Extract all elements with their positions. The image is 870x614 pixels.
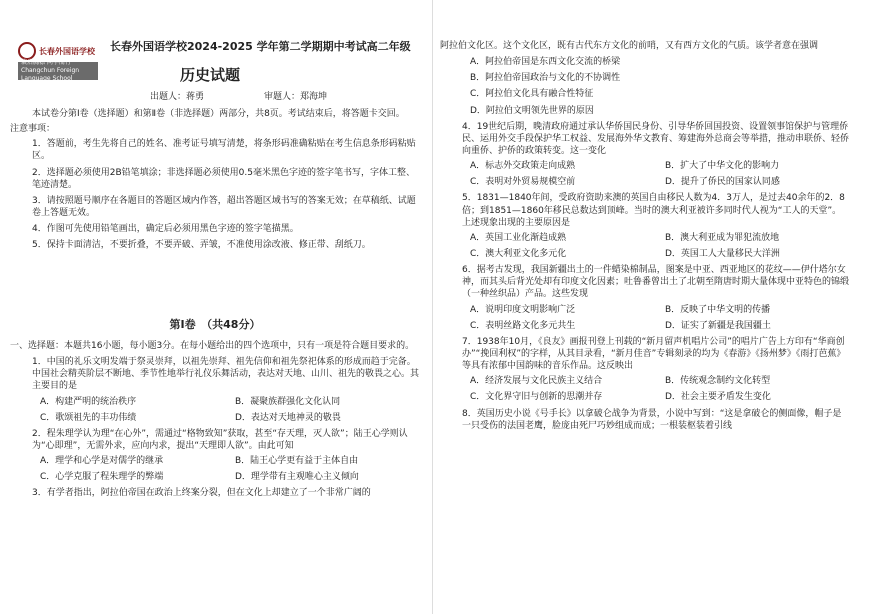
q1-option-d: D．表达对天地神灵的敬畏 [235,412,341,423]
q2-option-d: D．理学带有主观唯心主义倾向 [235,472,359,483]
q5-option-a: A．英国工业化渐趋成熟 [470,232,567,243]
q5-options [440,232,850,260]
q6-option-c: C．表明丝路文化多元共生 [470,320,576,331]
questions-left [10,340,420,500]
section-intro: 一、选择题：本题共16小题，每小题3分。在每小题给出的四个选项中，只有一项是符合题目要求的。 [10,341,415,351]
q2-options [10,455,420,483]
q6-option-b: B．反映了中华文明的传播 [665,304,771,315]
q3-option-d: D．阿拉伯文明领先世界的原因 [470,105,594,116]
q3-option-c: C．阿拉伯文化具有融合性特征 [470,89,594,100]
notice-1: 1．答题前，考生先将自己的姓名、准考证号填写清楚，将条形码准确粘贴在考生信息条形码粘贴区。 [32,139,416,162]
q7-options [440,375,850,403]
author: 出题人：蒋勇 [150,92,205,103]
q2-option-b: B．陆王心学更有益于主体自由 [235,456,359,467]
q4-options [440,160,850,188]
reviewer: 审题人：郑海坤 [264,92,328,103]
q2-option-c: C．心学克服了程朱理学的弊端 [40,472,164,483]
logo-en: Changchun Foreign Language School [21,66,80,83]
q7-option-c: C．文化界守旧与创新的思潮并存 [470,392,603,403]
left-column [10,0,420,614]
q6-option-d: D．证实了新疆是我国疆土 [665,320,771,331]
notice-4: 4．作图可先使用铅笔画出，确定后必须用黑色字迹的签字笔描黑。 [32,224,299,235]
q3-stem-start: 3．有学者指出，阿拉伯帝国在政治上终案分裂，但在文化上却建立了一个非常广阔的 [32,488,371,499]
subject-title: 历史试题 [180,65,241,84]
instructions [10,108,420,251]
q4-option-c: C．表明对外贸易规模空前 [470,177,576,188]
school-seal-icon [18,42,36,60]
q1-option-c: C．歌颂祖先的丰功伟绩 [40,412,137,423]
q2-option-a: A．理学和心学是对儒学的继承 [40,456,164,467]
q6-options [440,304,850,332]
notice-5: 5．保持卡面清洁，不要折叠，不要弄破、弄皱，不准使用涂改液、修正带、刮纸刀。 [32,240,371,251]
q8-stem: 8．英国历史小说《号手长》以拿破仑战争为背景，小说中写到：“这是拿破仑的侧面像，帽子是一只受伤的法国老鹰，脸庞由死尸巧妙组成而成；一根装枢装着引线 [462,408,842,431]
q4-option-b: B．扩大了中华文化的影响力 [665,161,780,172]
q3-option-a: A．阿拉伯帝国是东西文化交流的桥梁 [470,57,621,68]
q6-option-a: A．说明印度文明影响广泛 [470,304,576,315]
q3-option-b: B．阿拉伯帝国政治与文化的不协调性 [470,73,621,84]
q7-option-d: D．社会主要矛盾发生变化 [665,392,771,403]
notice-title: 注意事项： [10,124,56,135]
q1-stem: 1．中国的礼乐文明发端于祭灵崇拜，以祖先崇拜、祖先信仰和祖先祭祀体系的形成而趋于完备。中国社会精英阶层不断地、季节性地举行礼仪乐舞活动，表达对天地、山川、祖先的敬畏之心。其主要目的是 [32,357,420,392]
q1-option-b: B．凝聚族群强化文化认同 [235,396,341,407]
q5-option-d: D．英国工人大量移民大洋洲 [665,248,780,259]
q7-option-a: A．经济发展与文化民族主义结合 [470,376,603,387]
q5-option-c: C．澳大利亚文化多元化 [470,248,567,259]
q4-option-d: D．提升了侨民的国家认同感 [665,177,780,188]
q4-stem: 4．19世纪后期，晚清政府通过承认华侨国民身份、引导华侨回国投资、设置领事馆保护与管理侨民、运用外交手段保护华工权益、发展海外华文教育、筹建海外总商会等举措，推动串联侨、轻侨向重侨、护侨的政策转变。这一变化 [462,121,850,156]
logo-name: 长春外国语学校 [39,45,95,56]
q7-option-b: B．传统观念制约文化转型 [665,376,771,387]
column-divider [432,0,433,614]
right-column [440,0,850,614]
section-title: 第Ⅰ卷 （共48分） [169,318,261,331]
q4-option-a: A．标志外交政策走向成熟 [470,161,576,172]
exam-header [110,40,430,103]
q5-stem: 5．1831—1840年间，受政府资助来澳的英国自由移民人数为4．3万人，是过去40余年的2．8倍；到1851—1860年移民总数达到顶峰。当时的澳大利亚被许多同时代人视为“工人的天堂”。上述现象出现的主要原因是 [462,193,845,228]
exam-title: 长春外国语学校2024-2025 学年第二学期期中考试高二年级 [110,40,411,53]
q3-stem-continued: 阿拉伯文化区。这个文化区，既有古代东方文化的前哨，又有西方文化的气质。该学者意在强调 [440,41,819,51]
q7-stem: 7．1938年10月，《良友》画报刊登上刊载的“新月留声机唱片公司”的唱片广告上方印有“华商创办”“挽回利权”的字样，从其目录看，“新月佳音”专辑刻录的均为《春游》《扬州梦》《雨打芭蕉》等具有浓郁中国韵味的音乐作品。这反映出 [462,336,846,372]
notice-2: 2．选择题必须使用2B铅笔填涂；非选择题必须使用0.5毫米黑色字迹的签字笔书写，字体工整、笔迹清楚。 [32,167,415,190]
questions-right [440,40,850,432]
intro-text: 本试卷分第Ⅰ卷（选择题）和第Ⅱ卷（非选择题）两部分，共8页。考试结束后，将答题卡交回。 [32,109,405,119]
school-logo [18,40,98,82]
logo-motto: 装启胸襟 向学而行 [21,58,71,66]
q2-stem: 2．程朱理学认为理“在心外”，需通过“格物致知”获取，甚至“存天理，灭人欲”；陆王心学则认为“心即理”，无需外求，应向内求，提出“天理即人欲”。由此可知 [32,428,408,451]
q5-option-b: B．澳大利亚成为罪犯流放地 [665,232,780,243]
notice-3: 3．请按照题号顺序在各题目的答题区域内作答，超出答题区域书写的答案无效；在草稿纸、试题卷上答题无效。 [32,195,416,218]
q6-stem: 6．据考古发现，我国新疆出土的一件蜡染棉制品，图案是中亚、西亚地区的花纹——伊什塔尔女神，而其头后背光处却有印度文化因素；吐鲁番曾出土了北朝至隋唐时期大量体现中亚特色的锦缎（一种丝织品）产品。这些发现 [462,265,850,300]
section-heading [10,318,420,333]
q1-options [10,396,420,424]
q1-option-a: A．构建严明的统治秩序 [40,396,137,407]
